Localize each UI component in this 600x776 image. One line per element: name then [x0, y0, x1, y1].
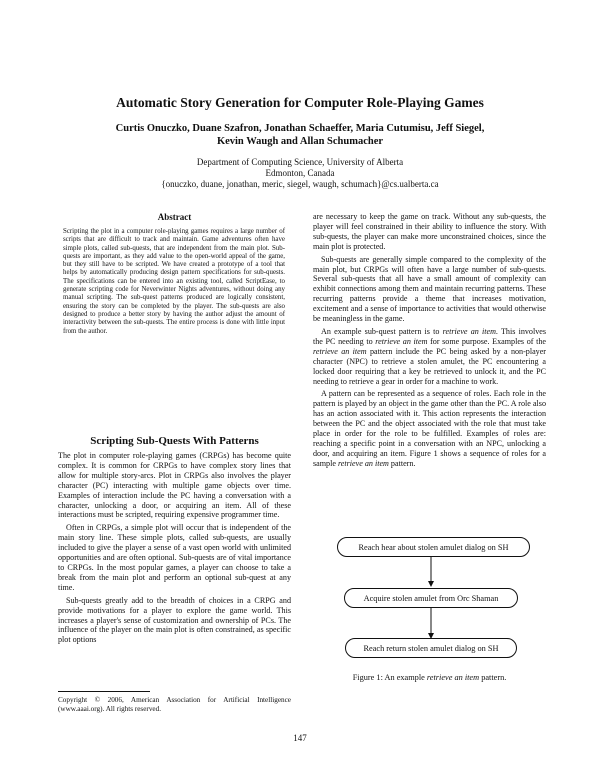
paragraph: Often in CRPGs, a simple plot will occur that is independent of the main story line. These simple plots, called sub-quests, are usually included to give the player a sense of a vast open world with unlimited opportunities and are often optional. Sub-quests are of vital importance to CRPGs. In the most popular games, a player can choose to take a break from the main plot and perform an optional sub-quest at any time. [58, 523, 291, 592]
affiliation-emails: {onuczko, duane, jonathan, meric, siegel, waugh, schumach}@cs.ualberta.ca [161, 179, 439, 189]
authors-line-2: Kevin Waugh and Allan Schumacher [216, 136, 384, 147]
paragraph: A pattern can be represented as a sequence of roles. Each role in the pattern is played by an object in the game other than the PC. A role also has an action associated with it. This action represents the interaction between the PC and the object associated with the role that must take place in order for the role to be fulfilled. Examples of roles are: reaching a specific point in a conversation with an NPC, unlocking a door, and acquiring an item. Figure 1 shows a sequence of roles for a sample retrieve an item pattern. [313, 389, 546, 468]
paragraph: Sub-quests are generally simple compared to the complexity of the main plot, but CRPGs will often have a large number of sub-quests. Several sub-quests that all have a small amount of complexity can exhibit connections among them and maintain recurring patterns. These recurring patterns provide a theme that increases motivation, excitement and a sense of importance to activities that would otherwise be meaningless in the game. [313, 254, 546, 324]
authors-line-1: Curtis Onuczko, Duane Szafron, Jonathan Schaeffer, Maria Cutumisu, Jeff Siegel, [115, 123, 485, 134]
paper-title: Automatic Story Generation for Computer Role-Playing Games [116, 95, 484, 110]
abstract-text: Scripting the plot in a computer role-playing games requires a large number of scripts that are difficult to track and maintain. Game adventures often have simple plots, called sub-quests, that are independent from the main plot. Sub-quests are important, as they add value to the open-world appeal of the game, but they still have to be scripted. We have created a prototype of a tool that helps by automatically producing design pattern specifications for sub-quests. The specifications can be entered into an existing tool, called ScriptEase, to generate scripting code for Neverwinter Nights adventures, without doing any manual scripting. The sub-quest patterns produced are logically consistent, ensuring the story can be completed by the player. The sub-quests are also designed to produce a better story by having the author adjust the amount of interactivity between the sub-quests. The entire process is done with little input from the author. [63, 228, 285, 335]
figure-role-box: Acquire stolen amulet from Orc Shaman [344, 588, 518, 608]
affiliation-city: Edmonton, Canada [265, 168, 335, 178]
figure-caption: Figure 1: An example retrieve an item pattern. [352, 673, 507, 682]
paragraph: are necessary to keep the game on track. Without any sub-quests, the player will feel constrained in their ability to influence the story. With sub-quests, the player can make more unconstrained choices, since the main plot is protected. [313, 212, 546, 251]
page-number: 147 [293, 733, 307, 743]
section-heading: Scripting Sub-Quests With Patterns [90, 435, 259, 447]
figure-role-box: Reach return stolen amulet dialog on SH [345, 638, 517, 658]
copyright-notice: Copyright © 2006, American Association for Artificial Intelligence (www.aaai.org). All rights reserved. [58, 696, 291, 713]
figure-role-box: Reach hear about stolen amulet dialog on SH [337, 537, 530, 557]
abstract-heading: Abstract [157, 212, 192, 222]
paragraph: The plot in computer role-playing games (CRPGs) has become quite complex. It is common for CRPGs to have complex story lines that allow for multiple story-arcs. Plot in CRPGs also involves the player character (PC) interacting with multiple game objects over time. Examples of interaction include the PC having a conversation with a character, unlocking a door, or acquiring an item. All of these interactions must be scripted, requiring expensive programmer time. [58, 451, 291, 520]
affiliation-department: Department of Computing Science, University of Alberta [196, 157, 404, 167]
paragraph: An example sub-quest pattern is to retrieve an item. This involves the PC needing to retrieve an item for some purpose. Examples of the retrieve an item pattern include the PC being asked by a non-player character (NPC) to retrieve a stolen amulet, the PC encountering a locked door requiring that a key be retrieved to unlock it, and the PC needing to retrieve a gear in order for a machine to work. [313, 326, 546, 386]
paragraph: Sub-quests greatly add to the breadth of choices in a CRPG and provide motivations for a player to explore the game world. This increases a player's sense of customization and ownership of PCs. The influence of the player on the main plot is often constrained, as specific plot options [58, 595, 291, 645]
